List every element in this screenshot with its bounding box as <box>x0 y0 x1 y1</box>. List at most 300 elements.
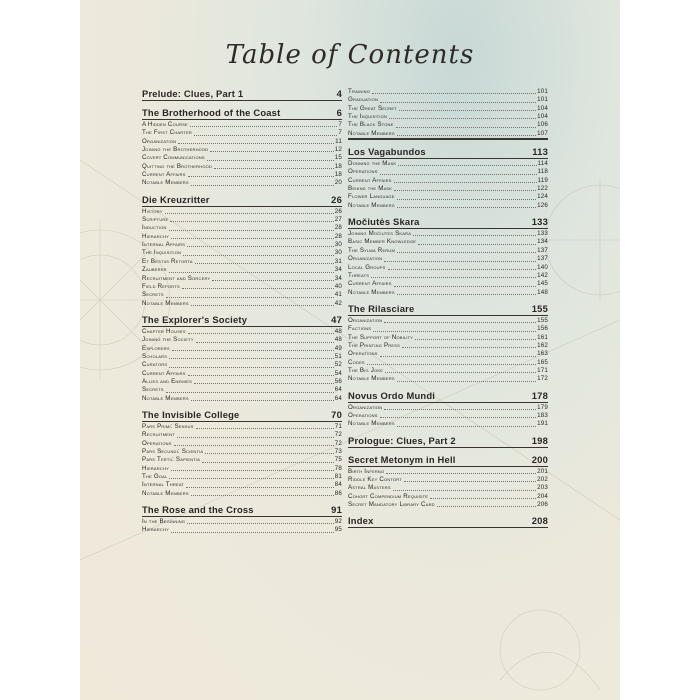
dot-leader <box>191 400 334 401</box>
entry-page-number: 124 <box>537 193 548 201</box>
toc-section <box>142 314 342 403</box>
entry-page-number: 126 <box>537 201 548 209</box>
entry-page-number: 31 <box>334 257 342 265</box>
toc-entry[interactable] <box>348 105 548 113</box>
section-heading[interactable] <box>348 303 548 316</box>
entry-page-number: 171 <box>537 366 548 374</box>
section-heading[interactable] <box>348 390 548 403</box>
toc-entry[interactable] <box>142 336 342 344</box>
dot-leader <box>182 288 334 289</box>
toc-entry[interactable] <box>348 272 548 280</box>
entry-page-number: 48 <box>334 336 342 344</box>
entry-page-number: 72 <box>334 439 342 447</box>
dot-leader <box>191 495 334 496</box>
toc-entry[interactable] <box>142 440 342 448</box>
dot-leader <box>380 417 536 418</box>
dot-leader <box>169 367 333 368</box>
entry-label: Local Groups <box>348 263 386 271</box>
toc-entry[interactable] <box>142 300 342 308</box>
entry-page-number: 203 <box>537 484 548 492</box>
dot-leader <box>177 437 334 438</box>
entry-label: A Hidden Course <box>142 121 188 128</box>
dot-leader <box>194 383 334 384</box>
section-heading[interactable] <box>348 216 548 229</box>
entry-page-number: 161 <box>537 333 548 341</box>
entry-label: Joining the Brotherhood <box>142 146 209 154</box>
dot-leader <box>398 165 536 166</box>
section-heading[interactable] <box>348 515 548 528</box>
section-heading[interactable] <box>348 435 548 448</box>
dot-leader <box>207 160 334 161</box>
toc-entry[interactable] <box>348 160 548 168</box>
entry-label: Birth Inferno <box>348 467 385 475</box>
toc-entry[interactable] <box>348 247 548 255</box>
continued-entries <box>348 88 548 140</box>
dot-leader <box>393 490 536 491</box>
dot-leader <box>415 339 536 340</box>
section-page-number: 178 <box>531 389 548 401</box>
entry-label: Notable Members <box>348 420 395 428</box>
entry-page-number: 49 <box>334 344 342 352</box>
toc-entry[interactable] <box>348 280 548 288</box>
toc-entry[interactable] <box>348 342 548 350</box>
section-page-number: 198 <box>531 434 548 446</box>
dot-leader <box>169 478 333 479</box>
toc-section <box>348 515 548 528</box>
toc-entry[interactable] <box>142 283 342 291</box>
toc-entry[interactable] <box>142 171 342 179</box>
entry-page-number: 162 <box>537 341 548 349</box>
toc-entry[interactable] <box>348 404 548 412</box>
toc-entry[interactable] <box>348 202 548 210</box>
toc-entry[interactable] <box>348 177 548 185</box>
entry-page-number: 15 <box>334 154 342 162</box>
toc-entry[interactable] <box>348 264 548 272</box>
entry-label: Notable Members <box>142 299 189 307</box>
toc-entry[interactable] <box>142 179 342 187</box>
toc-entry[interactable] <box>348 325 548 333</box>
dot-leader <box>397 135 536 136</box>
entry-label: The Inquisition <box>142 249 182 257</box>
dot-leader <box>210 151 333 152</box>
dot-leader <box>394 190 536 191</box>
toc-entry[interactable] <box>142 423 342 431</box>
dot-leader <box>214 168 334 169</box>
toc-entry[interactable] <box>348 96 548 104</box>
dot-leader <box>190 126 338 127</box>
entry-page-number: 104 <box>537 104 548 112</box>
entry-page-number: 40 <box>334 282 342 290</box>
entry-page-number: 201 <box>537 467 548 475</box>
entry-label: Organization <box>348 403 383 411</box>
dot-leader <box>188 176 334 177</box>
section-page-number: 113 <box>532 146 548 158</box>
section-title: The Brotherhood of the Coast <box>142 107 281 118</box>
dot-leader <box>196 342 334 343</box>
section-title: Secret Metonym in Hell <box>348 453 456 465</box>
entry-label: Joining Močiutės Skara <box>348 230 412 238</box>
section-heading[interactable] <box>142 504 342 517</box>
section-title: Prelude: Clues, Part 1 <box>142 88 244 99</box>
section-page-number: 155 <box>531 302 548 314</box>
entry-page-number: 137 <box>537 246 548 254</box>
entry-label: Notable Members <box>142 179 189 187</box>
dot-leader <box>397 294 536 295</box>
toc-section <box>142 107 342 188</box>
entry-label: Flower Language <box>348 193 395 201</box>
entry-page-number: 28 <box>334 224 342 232</box>
entry-label: Operations <box>348 350 378 358</box>
toc-entry[interactable] <box>142 146 342 154</box>
toc-entry[interactable] <box>142 465 342 473</box>
section-page-number: 91 <box>331 504 342 516</box>
section-title: The Explorer's Society <box>142 313 248 325</box>
dot-leader <box>188 333 334 334</box>
dot-leader <box>178 143 334 144</box>
dot-leader <box>386 473 536 474</box>
toc-entry[interactable] <box>142 129 342 137</box>
dot-leader <box>388 269 537 270</box>
dot-leader <box>394 286 536 287</box>
entry-page-number: 20 <box>334 179 342 187</box>
entry-label: Operations <box>142 439 172 447</box>
entry-page-number: 137 <box>537 255 548 263</box>
entry-label: The Support of Nobility <box>348 333 414 341</box>
entry-page-number: 140 <box>537 263 548 271</box>
dot-leader <box>384 261 536 262</box>
dot-leader <box>396 127 537 128</box>
entry-label: The Goal <box>142 473 168 481</box>
entry-label: Notable Members <box>348 288 395 296</box>
entry-page-number: 206 <box>537 501 548 509</box>
toc-entry[interactable] <box>348 230 548 238</box>
toc-entry[interactable] <box>348 493 548 501</box>
entry-page-number: 134 <box>537 238 548 246</box>
toc-entry[interactable] <box>142 249 342 257</box>
dot-leader <box>212 280 333 281</box>
toc-entry[interactable] <box>142 361 342 369</box>
entry-page-number: 27 <box>334 216 342 224</box>
entry-page-number: 18 <box>334 171 342 179</box>
toc-entry[interactable] <box>348 484 548 492</box>
toc-entry[interactable] <box>348 238 548 246</box>
entry-label: Notable Members <box>142 489 189 497</box>
dot-leader <box>402 347 536 348</box>
entry-page-number: 101 <box>537 88 548 95</box>
toc-entry[interactable] <box>142 456 342 464</box>
dot-leader <box>169 230 334 231</box>
entry-label: Explorers <box>142 344 170 352</box>
toc-entry[interactable] <box>142 353 342 361</box>
toc-entry[interactable] <box>142 291 342 299</box>
section-title: Los Vagabundos <box>348 146 426 158</box>
toc-entry[interactable] <box>142 448 342 456</box>
toc-entry[interactable] <box>142 241 342 249</box>
toc-entry[interactable] <box>142 378 342 386</box>
toc-entry[interactable] <box>348 350 548 358</box>
entry-label: Hierarchy <box>142 526 169 534</box>
entry-page-number: 86 <box>334 489 342 497</box>
dot-leader <box>397 381 536 382</box>
entry-page-number: 92 <box>334 518 342 526</box>
entry-page-number: 48 <box>334 327 342 335</box>
toc-entry[interactable] <box>348 255 548 263</box>
entry-page-number: 145 <box>537 280 548 288</box>
toc-entry[interactable] <box>142 490 342 498</box>
section-title: The Rilasciare <box>348 302 415 314</box>
dot-leader <box>437 506 536 507</box>
entry-label: Secrets <box>142 386 164 394</box>
entry-label: Current Affairs <box>348 280 392 288</box>
entry-page-number: 118 <box>537 168 548 176</box>
entry-label: Organization <box>142 137 177 145</box>
dot-leader <box>418 244 536 245</box>
section-title: Prologue: Clues, Part 2 <box>348 434 456 446</box>
entry-label: Scripture <box>142 216 169 224</box>
toc-entry[interactable] <box>142 233 342 241</box>
section-page-number: 26 <box>331 193 342 205</box>
entry-label: Pars Tertii: Sapientia <box>142 456 201 464</box>
toc-entry[interactable] <box>142 154 342 162</box>
section-heading[interactable] <box>142 107 342 120</box>
entry-label: Internal Threat <box>142 481 185 489</box>
dot-leader <box>367 364 536 365</box>
toc-section <box>348 146 548 210</box>
toc-entry[interactable] <box>348 193 548 201</box>
toc-entry[interactable] <box>142 121 342 129</box>
entry-label: Notable Members <box>348 129 395 137</box>
entry-label: Recruitment and Sorcery <box>142 274 211 282</box>
dot-leader <box>205 453 333 454</box>
toc-entry[interactable] <box>348 168 548 176</box>
entry-page-number: 72 <box>334 431 342 439</box>
dot-leader <box>169 272 334 273</box>
entry-label: Scholars <box>142 352 168 360</box>
toc-entry[interactable] <box>348 121 548 129</box>
toc-entry[interactable] <box>142 473 342 481</box>
toc-entry[interactable] <box>142 526 342 534</box>
entry-label: Current Affairs <box>142 369 186 377</box>
dot-leader <box>373 331 536 332</box>
dot-leader <box>380 174 537 175</box>
entry-label: Joining the Society <box>142 336 194 344</box>
toc-entry[interactable] <box>348 317 548 325</box>
section-title: The Invisible College <box>142 408 240 420</box>
toc-entry[interactable] <box>348 412 548 420</box>
toc-entry[interactable] <box>348 130 548 139</box>
entry-page-number: 179 <box>537 403 548 411</box>
toc-entry[interactable] <box>142 275 342 283</box>
entry-page-number: 75 <box>334 456 342 464</box>
dot-leader <box>172 350 334 351</box>
entry-page-number: 106 <box>537 121 548 129</box>
entry-page-number: 34 <box>334 266 342 274</box>
section-title: The Rose and the Cross <box>142 504 254 516</box>
dot-leader <box>371 277 536 278</box>
toc-entry[interactable] <box>348 113 548 121</box>
dot-leader <box>183 255 334 256</box>
dot-leader <box>195 263 334 264</box>
dot-leader <box>430 498 536 499</box>
toc-entry[interactable] <box>348 468 548 476</box>
entry-page-number: 107 <box>537 129 548 137</box>
dot-leader <box>397 426 536 427</box>
entry-label: Recruitment <box>142 431 175 439</box>
toc-entry[interactable] <box>348 367 548 375</box>
toc-entry[interactable] <box>348 476 548 484</box>
toc-entry[interactable] <box>142 395 342 403</box>
dot-leader <box>394 182 537 183</box>
entry-label: Behind the Mask <box>348 185 393 193</box>
entry-label: The First Charter <box>142 129 192 137</box>
dot-leader <box>196 428 334 429</box>
section-heading[interactable] <box>142 409 342 422</box>
toc-entry[interactable] <box>142 328 342 336</box>
dot-leader <box>397 199 536 200</box>
toc-entry[interactable] <box>142 258 342 266</box>
dot-leader <box>165 213 334 214</box>
toc-entry[interactable] <box>142 481 342 489</box>
toc-section <box>142 194 342 308</box>
toc-entry[interactable] <box>348 501 548 509</box>
toc-entry[interactable] <box>142 224 342 232</box>
dot-leader <box>191 185 334 186</box>
entry-label: Pars Secundi: Scientia <box>142 448 204 455</box>
entry-page-number: 165 <box>537 358 548 366</box>
section-heading[interactable] <box>348 454 548 467</box>
entry-page-number: 34 <box>334 274 342 282</box>
entry-page-number: 30 <box>334 241 342 249</box>
dot-leader <box>186 487 334 488</box>
entry-page-number: 7 <box>338 129 342 137</box>
toc-entry[interactable] <box>142 518 342 526</box>
toc-entry[interactable] <box>142 208 342 216</box>
toc-left-column <box>142 88 342 541</box>
dot-leader <box>174 445 334 446</box>
entry-page-number: 133 <box>537 230 548 238</box>
page-title: Table of Contents <box>225 40 475 70</box>
entry-label: Secrets <box>142 291 164 299</box>
toc-entry[interactable] <box>348 420 548 428</box>
toc-entry[interactable] <box>348 334 548 342</box>
toc-entry[interactable] <box>348 359 548 367</box>
toc-entry[interactable] <box>348 88 548 96</box>
section-page-number: 4 <box>336 88 342 99</box>
dot-leader <box>191 305 334 306</box>
section-page-number: 133 <box>531 216 548 228</box>
entry-page-number: 64 <box>334 386 342 394</box>
entry-page-number: 119 <box>537 176 548 184</box>
dot-leader <box>194 135 337 136</box>
entry-page-number: 148 <box>537 288 548 296</box>
dot-leader <box>169 358 334 359</box>
entry-page-number: 191 <box>537 420 548 428</box>
entry-page-number: 142 <box>537 271 548 279</box>
entry-page-number: 101 <box>537 96 548 104</box>
dot-leader <box>384 409 536 410</box>
entry-page-number: 54 <box>334 369 342 377</box>
entry-label: Graduation <box>348 96 379 104</box>
dot-leader <box>372 93 536 94</box>
entry-label: Secret Mandatory Library Card <box>348 501 435 509</box>
entry-page-number: 18 <box>334 162 342 170</box>
dot-leader <box>380 356 536 357</box>
toc-entry[interactable] <box>142 266 342 274</box>
dot-leader <box>166 297 334 298</box>
toc-entry[interactable] <box>348 375 548 383</box>
dot-leader <box>384 322 536 323</box>
entry-page-number: 56 <box>334 377 342 385</box>
entry-label: Internal Affairs <box>142 241 186 249</box>
section-title: Index <box>348 515 374 527</box>
entry-page-number: 155 <box>537 316 548 324</box>
entry-label: The Inquisition <box>348 113 388 121</box>
toc-entry[interactable] <box>142 370 342 378</box>
dot-leader <box>170 221 333 222</box>
section-page-number: 208 <box>531 515 548 527</box>
entry-label: The Printing Press <box>348 341 400 349</box>
dot-leader <box>187 246 334 247</box>
section-heading[interactable] <box>142 194 342 207</box>
entry-label: History <box>142 207 163 215</box>
entry-page-number: 202 <box>537 476 548 483</box>
dot-leader <box>399 110 536 111</box>
entry-label: Chapter Houses <box>142 327 186 335</box>
dot-leader <box>397 207 536 208</box>
entry-page-number: 183 <box>537 411 548 419</box>
section-heading[interactable] <box>348 146 548 159</box>
entry-page-number: 156 <box>537 325 548 333</box>
entry-label: Organization <box>348 255 383 263</box>
section-heading[interactable] <box>142 88 342 101</box>
dot-leader <box>171 532 334 533</box>
toc-entry[interactable] <box>142 163 342 171</box>
entry-label: The Black Stone <box>348 121 394 129</box>
entry-label: In the Beginning <box>142 518 186 526</box>
entry-label: Allies and Enemies <box>142 377 192 385</box>
dot-leader <box>171 470 334 471</box>
entry-label: Factions <box>348 325 372 333</box>
entry-page-number: 52 <box>334 361 342 369</box>
book-page <box>80 0 620 700</box>
toc-entry[interactable] <box>142 345 342 353</box>
toc-entry[interactable] <box>348 289 548 297</box>
toc-entry[interactable] <box>142 431 342 439</box>
entry-label: Et Bestiis Retorta <box>142 257 193 265</box>
toc-entry[interactable] <box>142 138 342 146</box>
toc-entry[interactable] <box>348 185 548 193</box>
entry-page-number: 12 <box>334 146 342 154</box>
entry-page-number: 42 <box>334 299 342 307</box>
entry-page-number: 84 <box>334 481 342 489</box>
entry-page-number: 122 <box>537 185 548 193</box>
entry-page-number: 204 <box>537 492 548 500</box>
dot-leader <box>171 238 334 239</box>
entry-page-number: 26 <box>334 207 342 215</box>
section-page-number: 47 <box>331 313 342 325</box>
entry-page-number: 172 <box>537 375 548 383</box>
entry-label: Notable Members <box>348 375 395 383</box>
section-heading[interactable] <box>142 314 342 327</box>
toc-section <box>142 88 342 101</box>
section-page-number: 200 <box>531 453 548 465</box>
entry-page-number: 71 <box>334 422 342 430</box>
toc-entry[interactable] <box>142 386 342 394</box>
entry-page-number: 81 <box>334 473 342 481</box>
toc-section <box>348 216 548 297</box>
toc-entry[interactable] <box>142 216 342 224</box>
toc-section <box>142 504 342 535</box>
